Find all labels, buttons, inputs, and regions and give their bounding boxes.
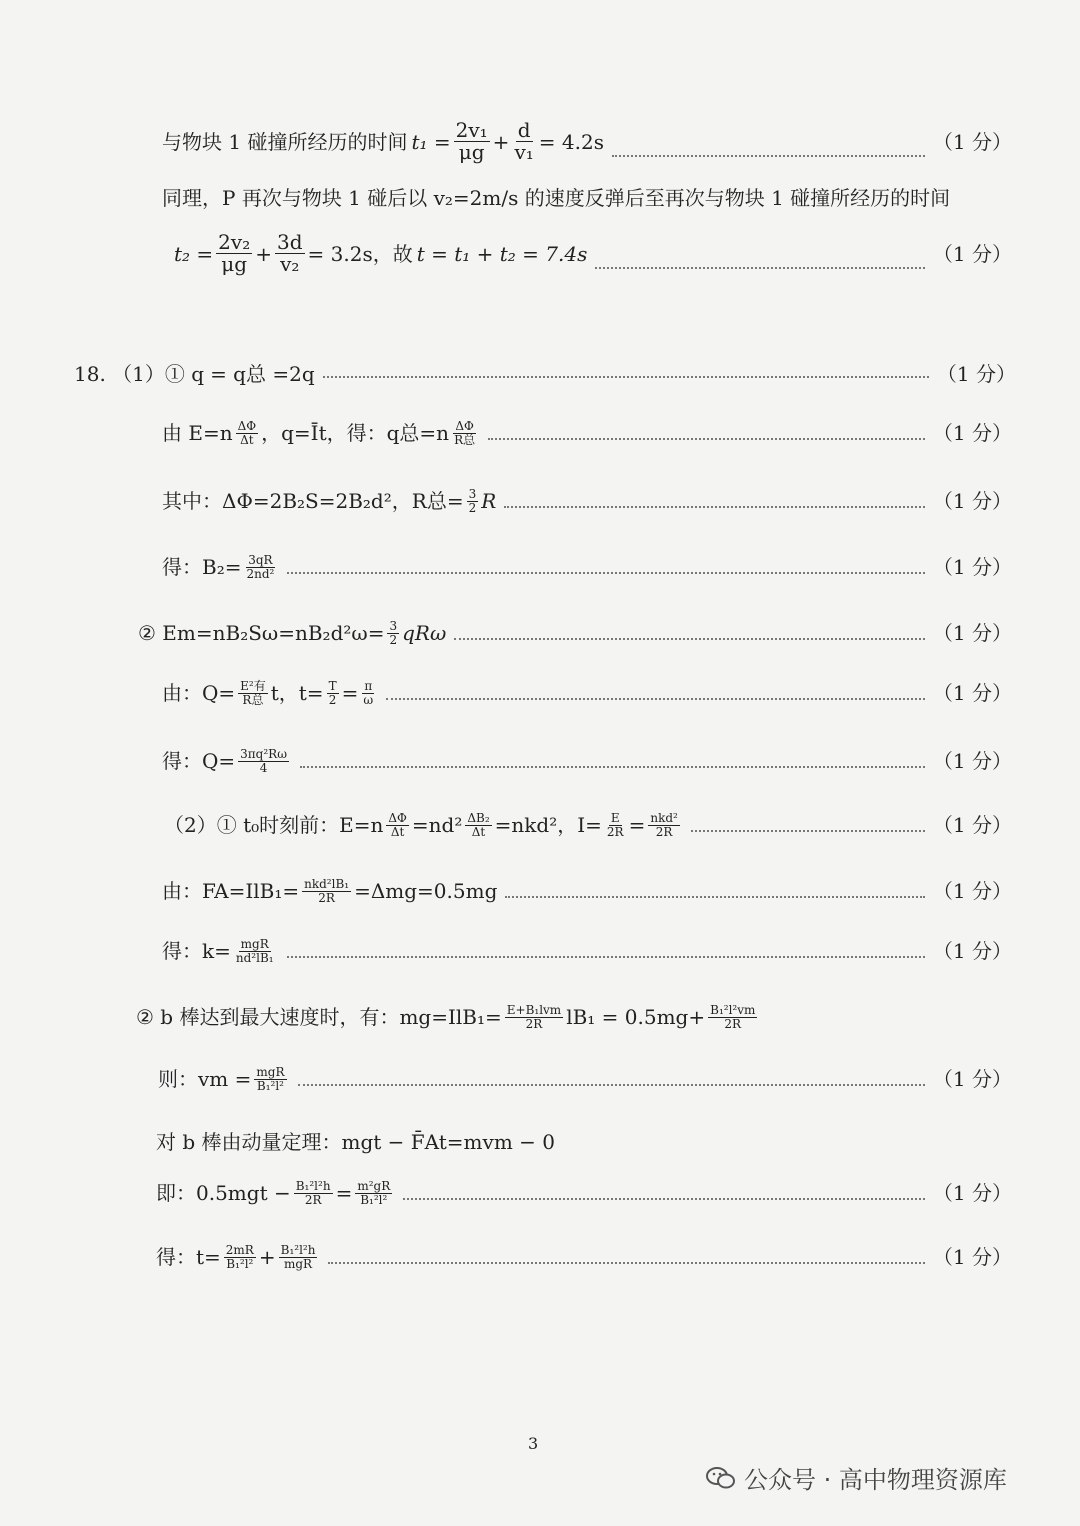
- fraction: $\frac{3qR}{\text{2nd²}}$: [246, 553, 275, 581]
- dotted-leader: [691, 830, 925, 832]
- solution-line-2: [162, 188, 1012, 208]
- q18-part2-line-4: [136, 1004, 1012, 1030]
- fraction: $\frac{\text{2v₂}}{\mu g}$: [218, 230, 251, 276]
- q18-line-1: [74, 364, 1016, 384]
- watermark-text: 公众号 · 高中物理资源库: [744, 1466, 1007, 1494]
- fraction: $\frac{\text{B₁²l²vm}}{2R}$: [710, 1003, 756, 1031]
- q18-line-5: [138, 620, 1012, 646]
- line-text: 则：vm =: [158, 1067, 252, 1092]
- line-text: （2）① t₀时刻前：E=n: [164, 813, 384, 838]
- score-label: （1 分）: [932, 555, 1012, 580]
- dotted-leader: [595, 267, 925, 269]
- dotted-leader: [505, 896, 925, 898]
- score-label: （1 分）: [932, 621, 1012, 646]
- dotted-leader: [287, 956, 925, 958]
- line-text: =nkd²，I=: [494, 813, 602, 838]
- fraction: $\frac{\Delta\Phi}{\text{R总}}$: [454, 419, 476, 447]
- score-label: （1 分）: [932, 489, 1012, 514]
- line-text: =nd²: [411, 813, 463, 838]
- line-text: ② Em=nB₂Sω=nB₂d²ω=: [138, 621, 385, 646]
- fraction: $\frac{\text{E²有}}{\text{R总}}$: [240, 679, 266, 707]
- score-label: （1 分）: [936, 362, 1016, 386]
- line-text: 由 E=n: [162, 421, 233, 446]
- line-text: 即：0.5mgt −: [156, 1181, 291, 1206]
- dotted-leader: [323, 376, 929, 378]
- dotted-leader: [287, 572, 925, 574]
- line-text: = q总 =2q: [210, 362, 315, 386]
- question-number: 18. （1）① q: [74, 362, 205, 386]
- q18-part2-line-2: [162, 878, 1012, 904]
- dotted-leader: [328, 1262, 924, 1264]
- fraction: $\frac{E}{2R}$: [606, 811, 624, 839]
- dotted-leader: [488, 438, 925, 440]
- fraction: $\frac{\text{nkd²lB₁}}{2R}$: [304, 877, 350, 905]
- solution-line-3: t₂ = $\frac{\text{2v₂}}{\mu g}$ + $\frac{3d}{\text{v₂}}$ = 3.2s，故 t = t₁ + t₂ = 7.4s （1 分）: [174, 230, 1012, 276]
- q18-part2-line-6: [156, 1132, 1012, 1152]
- line-text: t，t=: [270, 681, 324, 706]
- line-text: qRω: [402, 621, 447, 646]
- fraction: $\frac{3}{2}$: [389, 619, 398, 647]
- line-text: 由：FA=IlB₁=: [162, 879, 300, 904]
- line-text: 得：B₂=: [162, 555, 242, 580]
- watermark: [706, 1460, 1007, 1495]
- fraction: $\frac{\text{ΔB₂}}{\Delta t}$: [467, 811, 490, 839]
- fraction: $\frac{\text{B₁²l²h}}{2R}$: [295, 1179, 331, 1207]
- score-label: （1 分）: [932, 879, 1012, 904]
- fraction: $\frac{2mR}{\text{B₁²l²}}$: [225, 1243, 254, 1271]
- fraction: $\frac{3d}{\text{v₂}}$: [276, 230, 303, 276]
- line-text: 对 b 棒由动量定理：mgt − F̄At=mvm − 0: [156, 1130, 555, 1154]
- fraction: $\frac{3}{2}$: [468, 487, 477, 515]
- fraction: $\frac{\text{m²gR}}{\text{B₁²l²}}$: [357, 1179, 391, 1207]
- fraction: $\frac{\text{3πq²Rω}}{4}$: [240, 747, 287, 775]
- q18-part2-line-1: [164, 812, 1012, 838]
- fraction: $\frac{d}{\text{v₁}}$: [514, 118, 534, 164]
- line-text: lB₁ = 0.5mg+: [566, 1005, 706, 1030]
- q18-line-6: 由：Q= $\frac{\text{E²有}}{\text{R总}}$ t，t= $\frac{T}{2}$ = $\frac{\pi}{\omega}$ （1 分）: [162, 679, 1012, 707]
- line-text: =: [628, 813, 646, 838]
- score-label: （1 分）: [932, 241, 1012, 266]
- dotted-leader: [300, 766, 925, 768]
- line-text: 与物块 1 碰撞所经历的时间: [162, 129, 408, 154]
- score-label: （1 分）: [932, 939, 1012, 964]
- line-text: 其中：ΔΦ=2B₂S=2B₂d²，R总=: [162, 489, 464, 514]
- dotted-leader: [612, 155, 925, 157]
- line-text: =Δmg=0.5mg: [354, 879, 498, 904]
- fraction: $\frac{\text{mgR}}{\text{B₁²l²}}$: [256, 1065, 285, 1093]
- solution-line-1: 与物块 1 碰撞所经历的时间 t₁ = $\frac{\text{2v₁}}{\mu g}$ + $\frac{d}{\text{v₁}}$ = 4.2s （1 分）: [162, 118, 1012, 164]
- line-text: ② b 棒达到最大速度时，有：mg=IlB₁=: [136, 1005, 502, 1030]
- dotted-leader: [298, 1084, 925, 1086]
- line-text: 由：Q=: [162, 681, 236, 706]
- score-label: （1 分）: [932, 1245, 1012, 1270]
- fraction: $\frac{\text{nkd²}}{2R}$: [650, 811, 678, 839]
- fraction: $\frac{\pi}{\omega}$: [363, 679, 374, 707]
- fraction: $\frac{\text{B₁²l²h}}{\text{mgR}}$: [280, 1243, 316, 1271]
- line-text: 得：k=: [162, 939, 231, 964]
- line-text: R: [481, 489, 497, 514]
- fraction: $\frac{\text{E+B₁lvm}}{2R}$: [506, 1003, 562, 1031]
- score-label: （1 分）: [932, 681, 1012, 706]
- q18-part2-line-7: [156, 1180, 1012, 1206]
- wechat-icon: [706, 1466, 736, 1490]
- q18-line-4: [162, 554, 1012, 580]
- line-text: = 3.2s，故: [307, 241, 413, 266]
- line-text: t = t₁ + t₂ = 7.4s: [416, 241, 588, 266]
- line-text: +: [258, 1245, 276, 1270]
- dotted-leader: [504, 506, 925, 508]
- q18-part2-line-3: [162, 938, 1012, 964]
- fraction: $\frac{T}{2}$: [328, 679, 337, 707]
- line-text: 同理，P 再次与物块 1 碰后以 v₂=2m/s 的速度反弹后至再次与物块 1 碰撞所经历的时间: [162, 186, 951, 210]
- score-label: （1 分）: [932, 1181, 1012, 1206]
- dotted-leader: [403, 1198, 925, 1200]
- score-label: （1 分）: [932, 129, 1012, 154]
- line-text: t₁ =: [411, 129, 451, 154]
- line-text: t₂ =: [174, 241, 214, 266]
- score-label: （1 分）: [932, 421, 1012, 446]
- line-text: 得：t=: [156, 1245, 221, 1270]
- line-text: =: [335, 1181, 353, 1206]
- fraction: $\frac{\text{mgR}}{\text{nd²lB₁}}$: [235, 937, 274, 965]
- score-label: （1 分）: [932, 813, 1012, 838]
- q18-line-3: [162, 488, 1012, 514]
- q18-line-2: [162, 420, 1012, 446]
- score-label: （1 分）: [932, 749, 1012, 774]
- line-text: ，q=Īt，得：q总=n: [261, 421, 450, 446]
- line-text: 得：Q=: [162, 749, 236, 774]
- dotted-leader: [454, 638, 925, 640]
- q18-part2-line-8: [156, 1244, 1012, 1270]
- q18-line-7: [162, 748, 1012, 774]
- dotted-leader: [386, 698, 925, 700]
- page-number: 3: [528, 1434, 539, 1453]
- fraction: $\frac{\Delta\Phi}{\Delta t}$: [388, 811, 407, 839]
- score-label: （1 分）: [932, 1067, 1012, 1092]
- line-text: = 4.2s: [538, 129, 604, 154]
- q18-part2-line-5: [158, 1066, 1012, 1092]
- fraction: $\frac{\text{2v₁}}{\mu g}$: [455, 118, 488, 164]
- fraction: $\frac{\Delta\Phi}{\Delta t}$: [237, 419, 257, 447]
